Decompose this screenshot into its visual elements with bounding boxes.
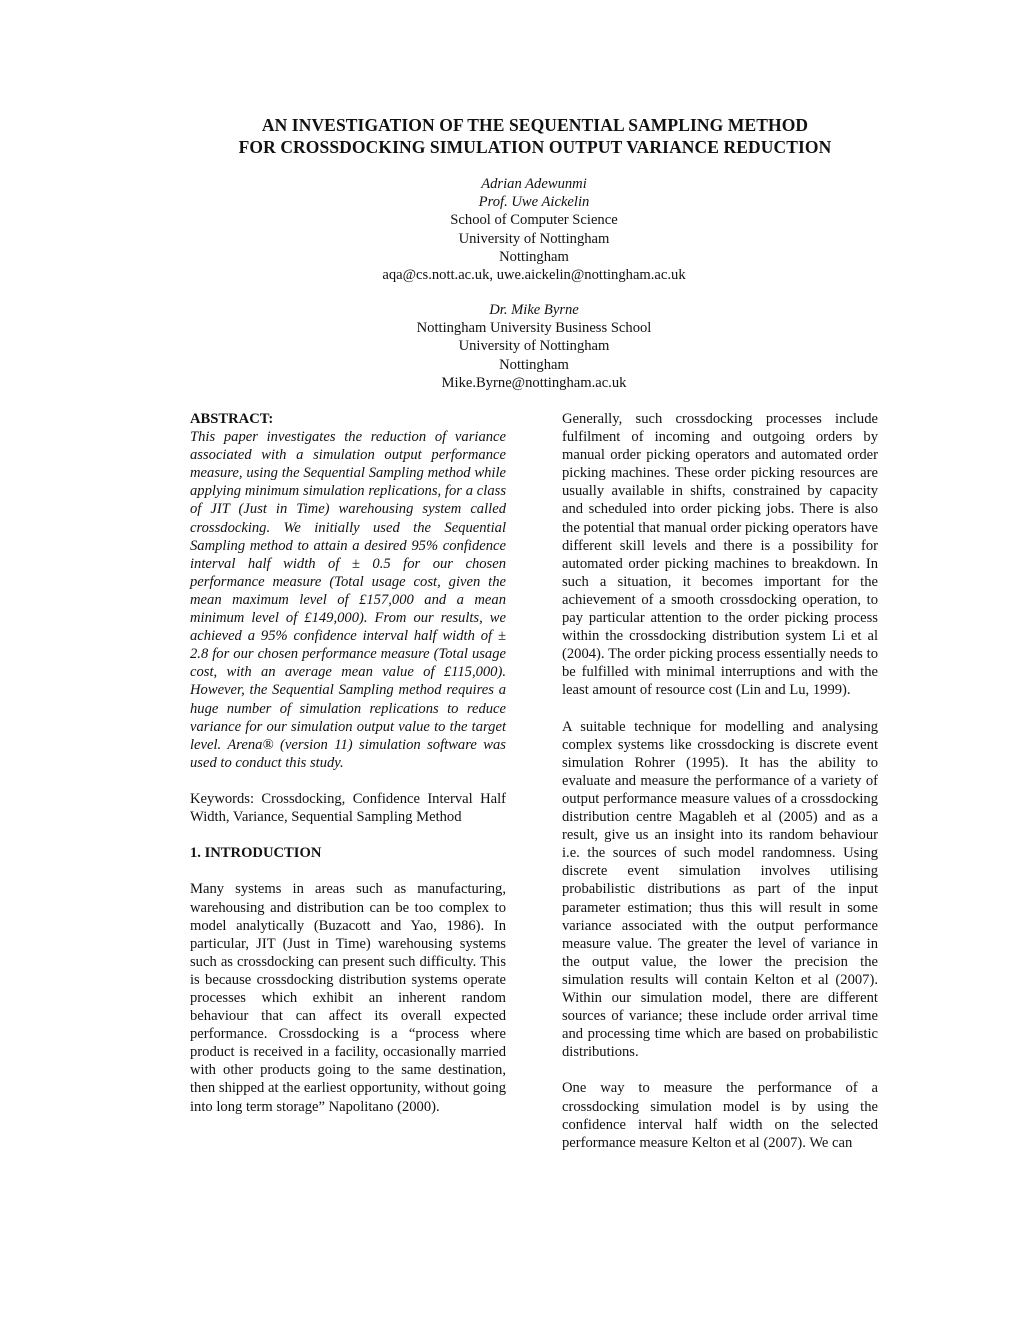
- author-university-2: University of Nottingham: [458, 338, 610, 355]
- author-block-1: [0, 175, 1024, 284]
- author-name-2: Prof. Uwe Aickelin: [478, 194, 590, 211]
- author-department: School of Computer Science: [450, 212, 618, 229]
- author-name-3: Dr. Mike Byrne: [489, 302, 579, 318]
- author-department-2: Nottingham University Business School: [416, 320, 652, 337]
- right-paragraph-3: One way to measure the performance of a crossdocking simulation model is by using the confidence interval half width on the selected performance measure Kelton et al (2007). We can: [562, 1080, 878, 1151]
- author-emails: aqa@cs.nott.ac.uk, uwe.aickelin@nottingham.ac.uk: [382, 267, 686, 284]
- author-name-1: Adrian Adewunmi: [481, 176, 587, 192]
- author-city-2: Nottingham: [499, 356, 569, 373]
- left-column: [190, 410, 506, 1116]
- title-line-1: AN INVESTIGATION OF THE SEQUENTIAL SAMPLING METHOD: [261, 115, 809, 135]
- introduction-paragraph-1: Many systems in areas such as manufacturing, warehousing and distribution can be too complex to model analytically (Buzacott and Yao, 1986). In particular, JIT (Just in Time) warehousing systems such as crossdocking can present such difficulty. This is because crossdocking distribution systems operate processes which exhibit an inherent random behaviour that can affect its overall expected performance. Crossdocking is a “process where product is received in a facility, occasionally married with other products going to the same destination, then shipped at the earliest opportunity, without going into long term storage” Napolitano (2000).: [190, 881, 506, 1115]
- author-block-2: [0, 301, 1024, 392]
- keywords: Keywords: Crossdocking, Confidence Interval Half Width, Variance, Sequential Sampling Method: [190, 790, 506, 826]
- title-line-2: FOR CROSSDOCKING SIMULATION OUTPUT VARIANCE REDUCTION: [238, 137, 832, 157]
- abstract-heading: ABSTRACT:: [190, 411, 274, 427]
- abstract-body: This paper investigates the reduction of variance associated with a simulation output performance measure, using the Sequential Sampling method while applying minimum simulation replications, for a class of JIT (Just in Time) warehousing system called crossdocking. We initially used the Sequential Sampling method to attain a desired 95% confidence interval half width of ± 0.5 for our chosen performance measure (Total usage cost, given the mean maximum level of £157,000 and a mean minimum level of £149,000). From our results, we achieved a 95% confidence interval half width of ± 2.8 for our chosen performance measure (Total usage cost, with an average mean value of £115,000). However, the Sequential Sampling method requires a huge number of simulation replications to reduce variance for our simulation output value to the target level. Arena® (version 11) simulation software was used to conduct this study.: [190, 429, 506, 771]
- author-email-2: Mike.Byrne@nottingham.ac.uk: [441, 374, 627, 391]
- right-paragraph-1: Generally, such crossdocking processes include fulfilment of incoming and outgoing orders by manual order picking operators and automated order picking machines. These order picking resources are usually available in shifts, constrained by capacity and scheduled into order picking jobs. There is also the potential that manual order picking operators have different skill levels and there is a possibility for automated order picking machines to breakdown. In such a situation, it becomes important for the achievement of a smooth crossdocking operation, to pay particular attention to the order picking process within the crossdocking distribution system Li et al (2004). The order picking process essentially needs to be fulfilled with minimal interruptions and with the least amount of resource cost (Lin and Lu, 1999).: [562, 411, 878, 699]
- paper-title: [0, 114, 1024, 158]
- author-university: University of Nottingham: [458, 230, 610, 247]
- author-city: Nottingham: [499, 248, 569, 265]
- introduction-heading: 1. INTRODUCTION: [190, 845, 322, 862]
- right-paragraph-2: A suitable technique for modelling and analysing complex systems like crossdocking is discrete event simulation Rohrer (1995). It has the ability to evaluate and measure the performance of a variety of output performance measure values of a crossdocking distribution centre Magableh et al (2005) and as a result, give us an insight into its random behaviour i.e. the sources of such model randomness. Using discrete event simulation involves utilising probabilistic distributions as part of the input parameter estimation; thus this will result in some variance associated with the output performance measure value. The greater the level of variance in the output value, the lower the precision the simulation results will contain Kelton et al (2007). Within our simulation model, there are different sources of variance; these include order arrival time and processing time which are based on probabilistic distributions.: [562, 718, 878, 1061]
- right-column: [562, 410, 878, 1152]
